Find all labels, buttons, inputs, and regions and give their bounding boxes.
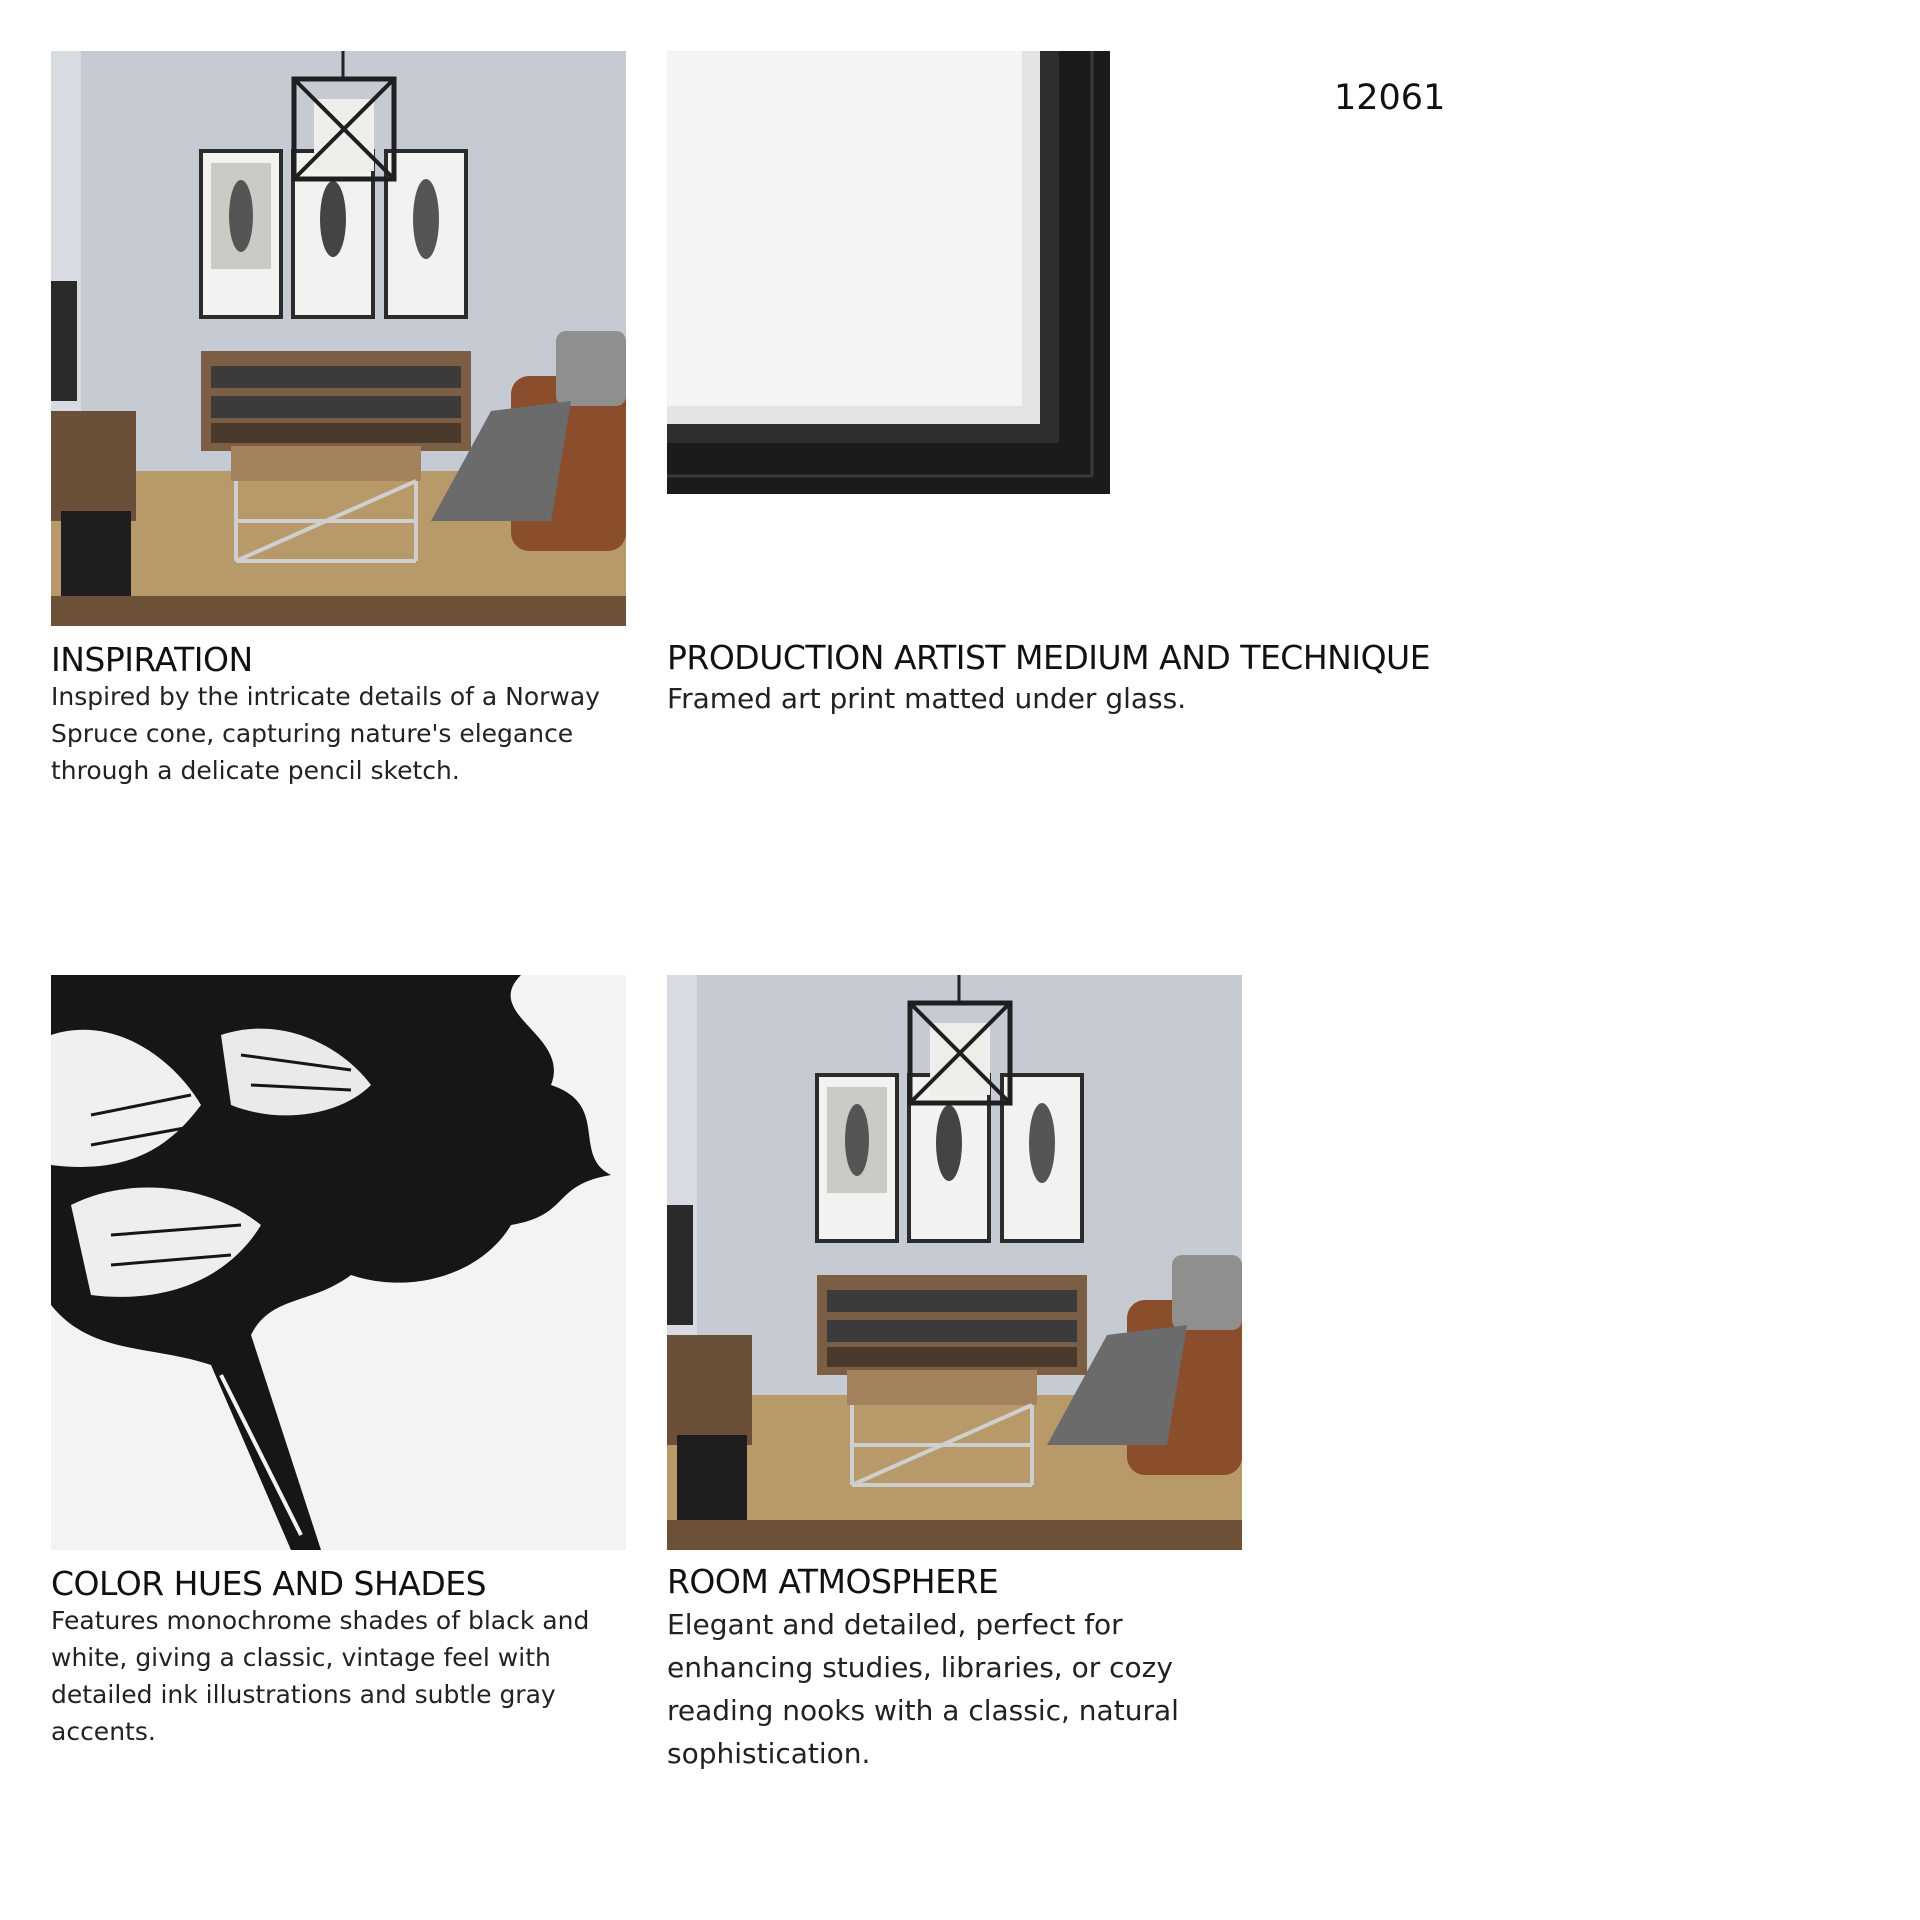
- product-sku: 12061: [1334, 78, 1446, 118]
- frame-corner-image: [667, 51, 1110, 494]
- room-atmosphere-image: [667, 975, 1242, 1550]
- production-heading: PRODUCTION ARTIST MEDIUM AND TECHNIQUE: [667, 638, 1431, 677]
- ink-detail-image: [51, 975, 626, 1550]
- room-scene-image: [51, 51, 626, 626]
- room-atmosphere-body: Elegant and detailed, perfect for enhancing studies, libraries, or cozy reading nooks with a classic, natural sophistication.: [667, 1608, 1179, 1770]
- production-body: Framed art print matted under glass.: [667, 682, 1187, 715]
- color-hues-heading: COLOR HUES AND SHADES: [51, 1564, 487, 1603]
- room-atmosphere-heading: ROOM ATMOSPHERE: [667, 1562, 999, 1601]
- color-hues-body: Features monochrome shades of black and white, giving a classic, vintage feel with detailed ink illustrations and subtle gray accents.: [51, 1606, 590, 1746]
- inspiration-heading: INSPIRATION: [51, 640, 253, 679]
- inspiration-body: Inspired by the intricate details of a Norway Spruce cone, capturing nature's elegance through a delicate pencil sketch.: [51, 682, 600, 785]
